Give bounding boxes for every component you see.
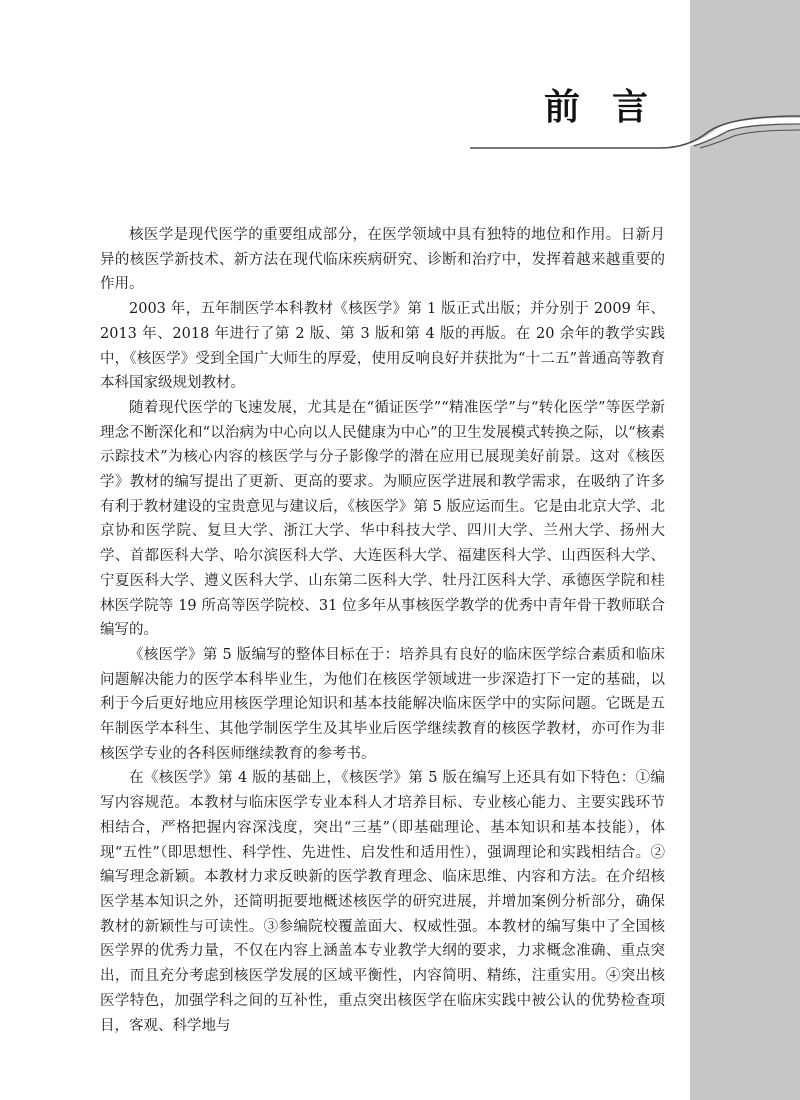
paragraph: 《核医学》第 5 版编写的整体目标在于：培养具有良好的临床医学综合素质和临床问题解决能力的医学本科毕业生，为他们在核医学领域进一步深造打下一定的基础，以利于今后更好地应用核医学理论知识和基本技能解决临床医学中的实际问题。它既是五年制医学本科生、其他学制医学生及其毕业后医学继续教育的核医学教材，亦可作为非核医学专业的各科医师继续教育的参考书。 (100, 646, 665, 762)
paragraph: 核医学是现代医学的重要组成部分，在医学领域中具有独特的地位和作用。日新月异的核医学新技术、新方法在现代临床疾病研究、诊断和治疗中，发挥着越来越重要的作用。 (100, 227, 665, 293)
preface-body (100, 223, 665, 1038)
paragraph: 2003 年，五年制医学本科教材《核医学》第 1 版正式出版；并分别于 2009 年、2013 年、2018 年进行了第 2 版、第 3 版和第 4 版的再版。在 20 余年的教学实践中，《核医学》受到全国广大师生的厚爱，使用反响良好并获批为“十二五”普通高等教育本科国家级规划教材。 (100, 301, 665, 392)
title-swoosh-decoration (0, 0, 800, 200)
page-title: 前言 (543, 87, 680, 128)
paragraph: 在《核医学》第 4 版的基础上，《核医学》第 5 版在编写上还具有如下特色：①编写内容规范。本教材与临床医学专业本科人才培养目标、专业核心能力、主要实践环节相结合，严格把握内容深浅度，突出“三基”（即基础理论、基本知识和基本技能），体现“五性”（即思想性、科学性、先进性、启发性和适用性），强调理论和实践相结合。②编写理念新颖。本教材力求反映新的医学教育理念、临床思维、内容和方法。在介绍核医学基本知识之外，还简明扼要地概述核医学的研究进展，并增加案例分析部分，确保教材的新颖性与可读性。③参编院校覆盖面大、权威性强。本教材的编写集中了全国核医学界的优秀力量，不仅在内容上涵盖本专业教学大纲的要求，力求概念准确、重点突出，而且充分考虑到核医学发展的区域平衡性，内容简明、精练，注重实用。④突出核医学特色，加强学科之间的互补性，重点突出核医学在临床实践中被公认的优势检查项目，客观、科学地与 (100, 770, 665, 1034)
paragraph: 随着现代医学的飞速发展，尤其是在“循证医学”“精准医学”与“转化医学”等医学新理念不断深化和“以治病为中心向以人民健康为中心”的卫生发展模式转换之际，以“核素示踪技术”为核心内容的核医学与分子影像学的潜在应用已展现美好前景。这对《核医学》教材的编写提出了更新、更高的要求。为顺应医学进展和教学需求，在吸纳了许多有利于教材建设的宝贵意见与建议后，《核医学》第 5 版应运而生。它是由北京大学、北京协和医学院、复旦大学、浙江大学、华中科技大学、四川大学、兰州大学、扬州大学、首都医科大学、哈尔滨医科大学、大连医科大学、福建医科大学、山西医科大学、宁夏医科大学、遵义医科大学、山东第二医科大学、牡丹江医科大学、承德医学院和桂林医学院等 19 所高等医学院校、31 位多年从事核医学教学的优秀中青年骨干教师联合编写的。 (100, 399, 665, 639)
